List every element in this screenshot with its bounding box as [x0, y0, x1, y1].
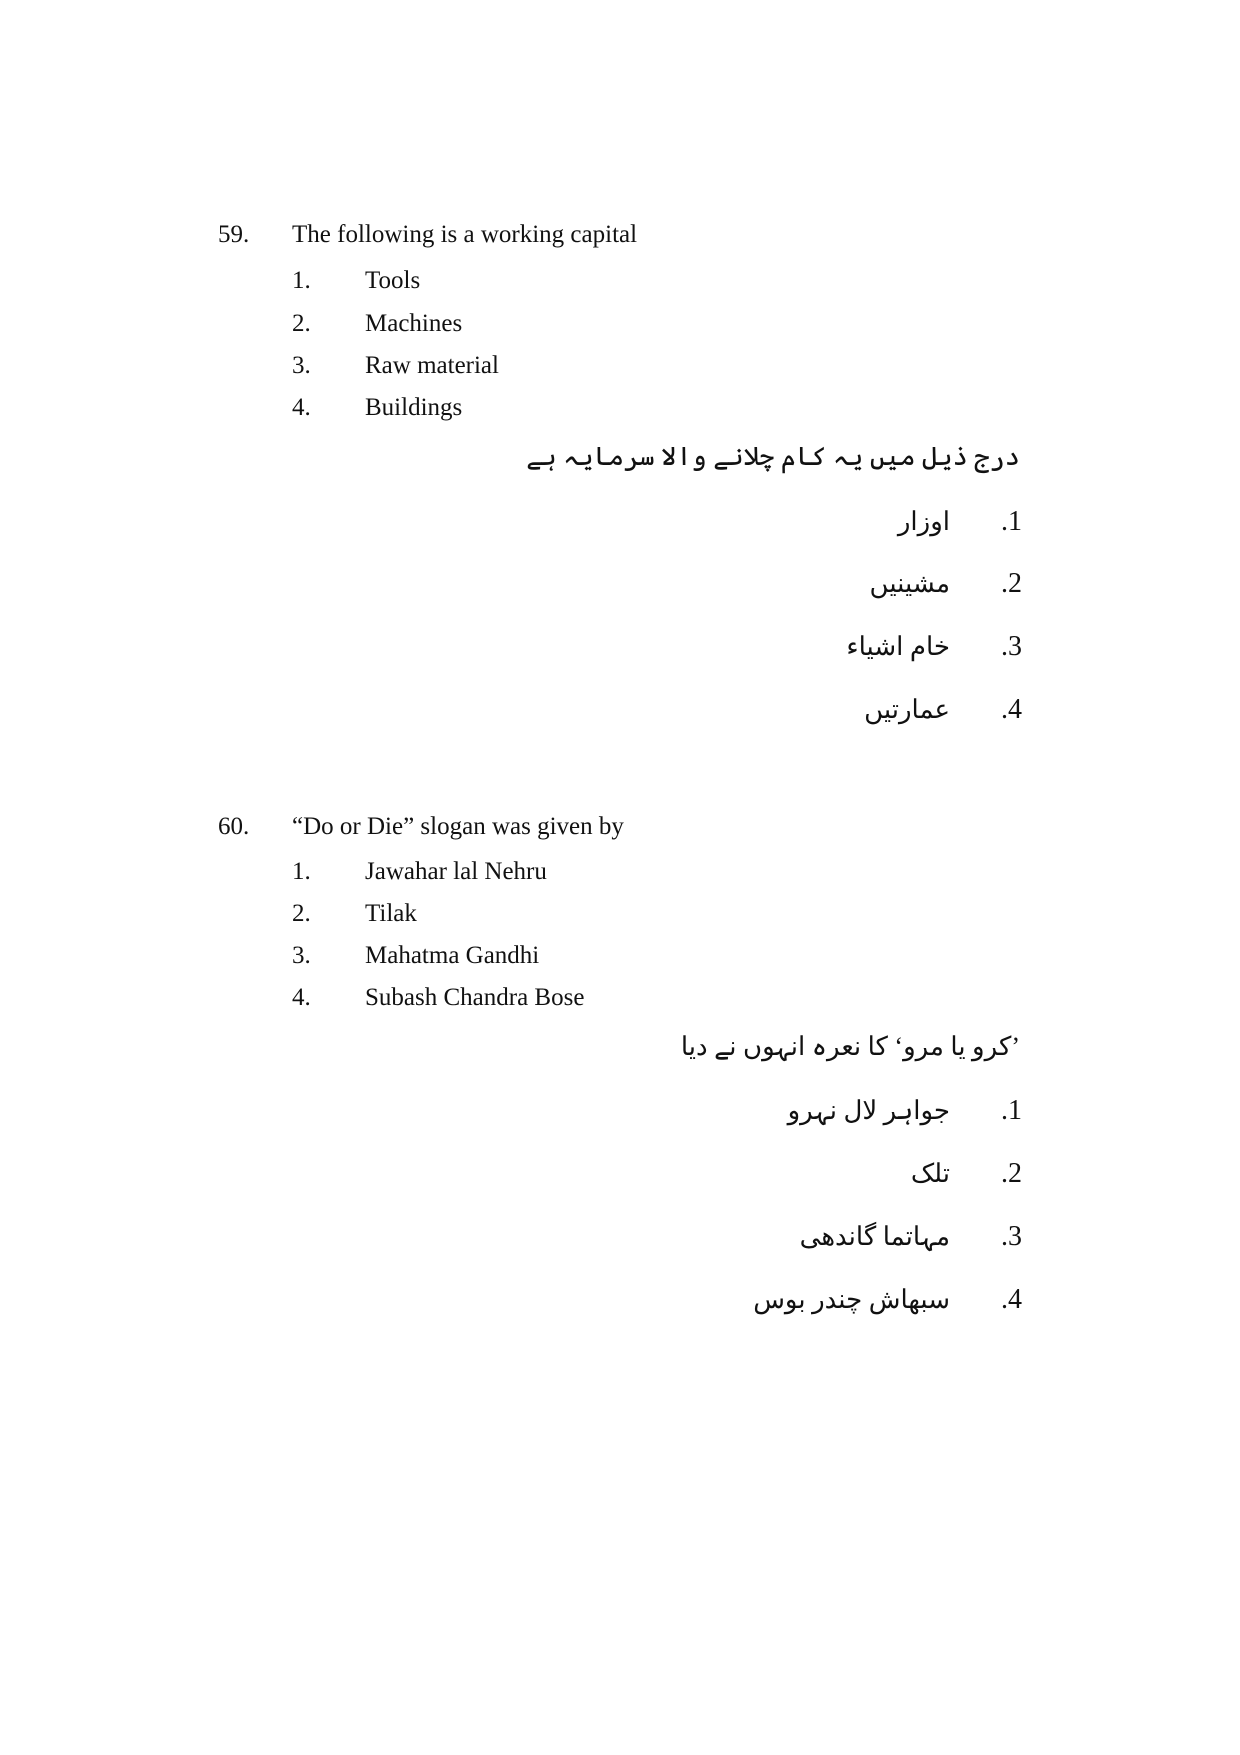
urdu-option-number: .2 [1001, 568, 1022, 599]
option-number: 3. [292, 942, 311, 969]
urdu-option-number: .1 [1001, 1095, 1022, 1126]
option-item [292, 309, 462, 339]
option-item [292, 393, 462, 423]
urdu-option-text: سبھاش چندر بوس [753, 1285, 950, 1314]
option-item [292, 941, 539, 971]
option-item [292, 266, 420, 296]
option-number: 2. [292, 900, 311, 927]
question-header [218, 220, 637, 250]
option-number: 1. [292, 858, 311, 885]
urdu-option-item [722, 690, 1022, 730]
urdu-question-text: ’کرو یا مرو‘ کا نعرہ انہوں نے دیا [680, 1032, 1020, 1061]
option-text: Machines [365, 310, 463, 337]
urdu-option-item [722, 1091, 1022, 1131]
option-text: Jawahar lal Nehru [365, 858, 547, 885]
option-number: 3. [292, 352, 311, 379]
option-number: 1. [292, 267, 311, 294]
urdu-option-text: خام اشیاء [846, 632, 950, 661]
option-item [292, 351, 499, 381]
urdu-question-text: درج ذیل میں یہ کام چلانے والا سرمایہ ہے [526, 442, 1020, 471]
urdu-option-text: مہاتما گاندھی [799, 1222, 950, 1251]
urdu-option-number: .2 [1001, 1158, 1022, 1189]
option-text: Subash Chandra Bose [365, 984, 585, 1011]
option-item [292, 899, 417, 929]
question-number: 60. [218, 813, 250, 840]
urdu-option-number: .4 [1001, 1284, 1022, 1315]
question-number: 59. [218, 221, 250, 248]
urdu-option-text: تلک [910, 1159, 950, 1188]
option-number: 2. [292, 310, 311, 337]
urdu-option-item [722, 1280, 1022, 1320]
option-text: Tilak [365, 900, 417, 927]
question-text: The following is a working capital [292, 221, 638, 248]
urdu-option-text: عمارتیں [864, 695, 950, 724]
urdu-option-text: اوزار [897, 507, 950, 536]
urdu-option-item [722, 627, 1022, 667]
question-text: “Do or Die” slogan was given by [292, 813, 624, 840]
urdu-option-item [722, 502, 1022, 542]
option-text: Tools [365, 267, 421, 294]
urdu-option-item [722, 564, 1022, 604]
option-item [292, 857, 547, 887]
option-number: 4. [292, 394, 311, 421]
option-number: 4. [292, 984, 311, 1011]
urdu-option-number: .1 [1001, 506, 1022, 537]
urdu-option-text: مشینیں [869, 569, 950, 598]
option-text: Raw material [365, 352, 499, 379]
urdu-option-number: .3 [1001, 1221, 1022, 1252]
urdu-option-item [722, 1154, 1022, 1194]
option-text: Mahatma Gandhi [365, 942, 540, 969]
question-header [218, 812, 624, 842]
urdu-option-number: .4 [1001, 694, 1022, 725]
urdu-option-number: .3 [1001, 631, 1022, 662]
urdu-option-item [722, 1217, 1022, 1257]
option-item [292, 983, 584, 1013]
option-text: Buildings [365, 394, 463, 421]
urdu-option-text: جواہر لال نہرو [787, 1096, 950, 1125]
